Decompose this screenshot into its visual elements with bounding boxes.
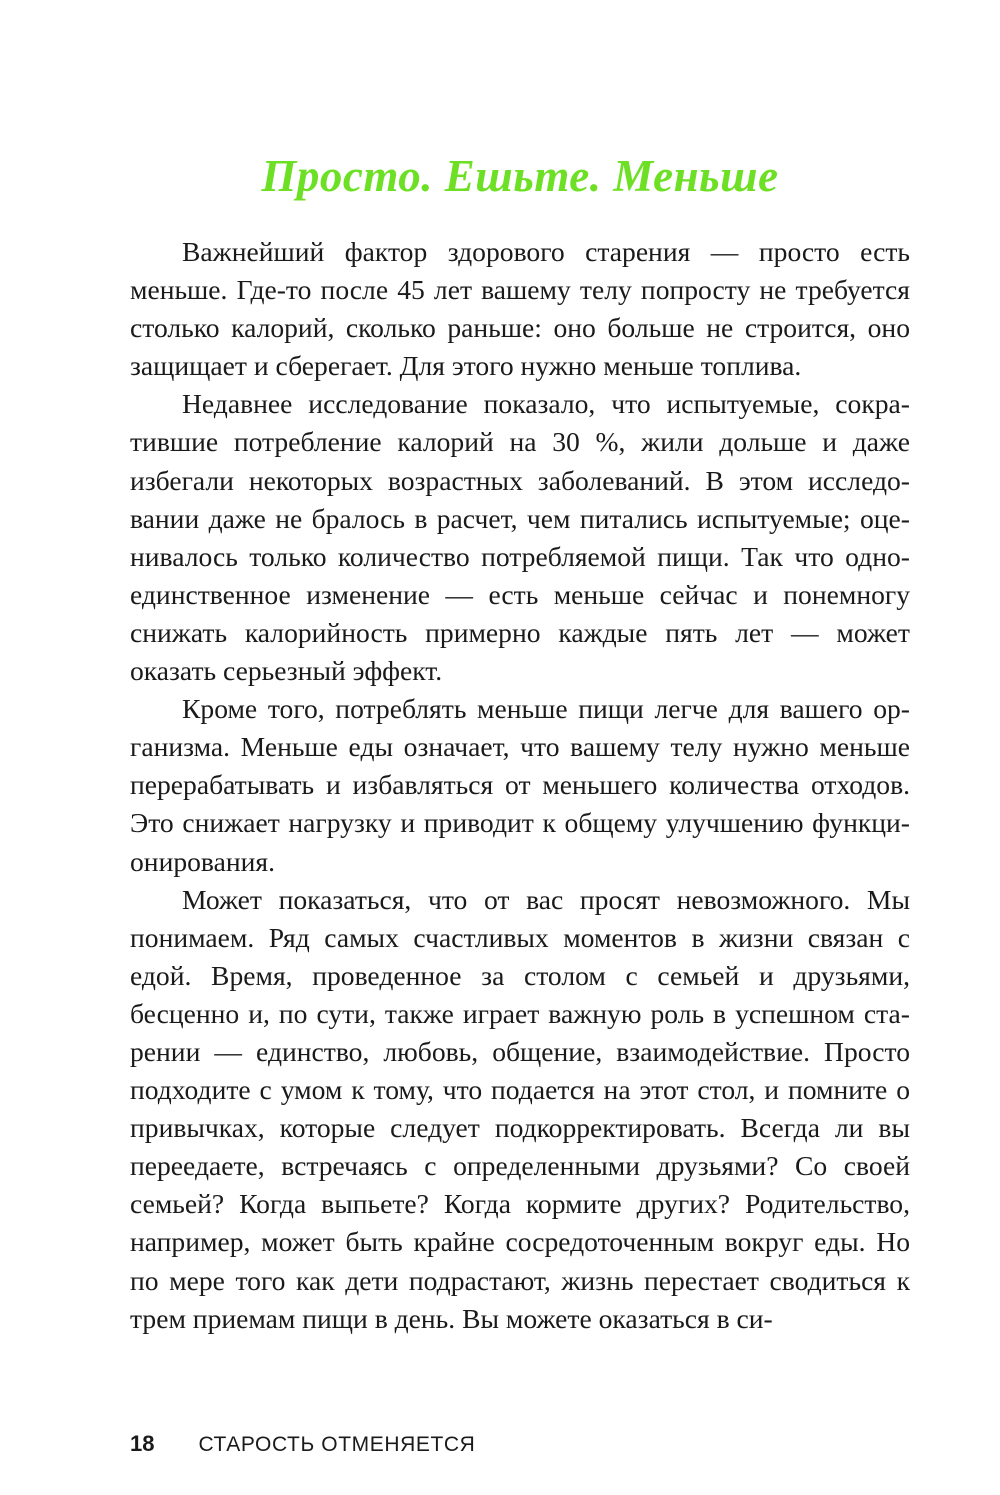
page-number: 18 — [130, 1431, 155, 1456]
section-heading: Просто. Ешьте. Меньше — [261, 151, 779, 201]
paragraph: Недавнее исследование показало, что испытуемые, сократившие потребление калорий на 30 %, жили дольше и даже избегали некоторых возрастных заболеваний. В этом исследовании даже не бралось в расчет, чем питались испытуемые; оценивалось только количество потребляемой пищи. Так что одноединственное изменение — есть меньше сейчас и понемногу снижать калорийность примерно каждые пять лет — может оказать серьезный эффект. — [130, 388, 910, 687]
page-footer — [130, 1431, 475, 1461]
paragraph: Может показаться, что от вас просят невозможного. Мы понимаем. Ряд самых счастливых моментов в жизни связан с едой. Время, проведенное за столом с семьей и друзьями, бесценно и, по сути, также играет важную роль в успешном старении — единство, любовь, общение, взаимодействие. Просто подходите с умом к тому, что подается на этот стол, и помните о привычках, которые следует подкорректировать. Всегда ли вы переедаете, встречаясь с определенными друзьями? Со своей семьей? Когда выпьете? Когда кормите других? Родительство, например, может быть крайне сосредоточенным вокруг еды. Но по мере того как дети подрастают, жизнь перестает сводиться к трем приемам пищи в день. Вы можете оказаться в си- — [130, 883, 910, 1334]
body-text — [130, 233, 910, 1338]
running-title: СТАРОСТЬ ОТМЕНЯЕТСЯ — [198, 1433, 476, 1456]
paragraph: Кроме того, потреблять меньше пищи легче для вашего организма. Меньше еды означает, что вашему телу нужно меньше перерабатывать и избавляться от меньшего количества отходов. Это снижает нагрузку и приводит к общему улучшению функционирования. — [130, 693, 910, 877]
paragraph: Важнейший фактор здорового старения — просто есть меньше. Где-то после 45 лет вашему телу попросту не требуется столько калорий, сколько раньше: оно больше не строится, оно защищает и сберегает. Для этого нужно меньше топлива. — [130, 236, 910, 382]
